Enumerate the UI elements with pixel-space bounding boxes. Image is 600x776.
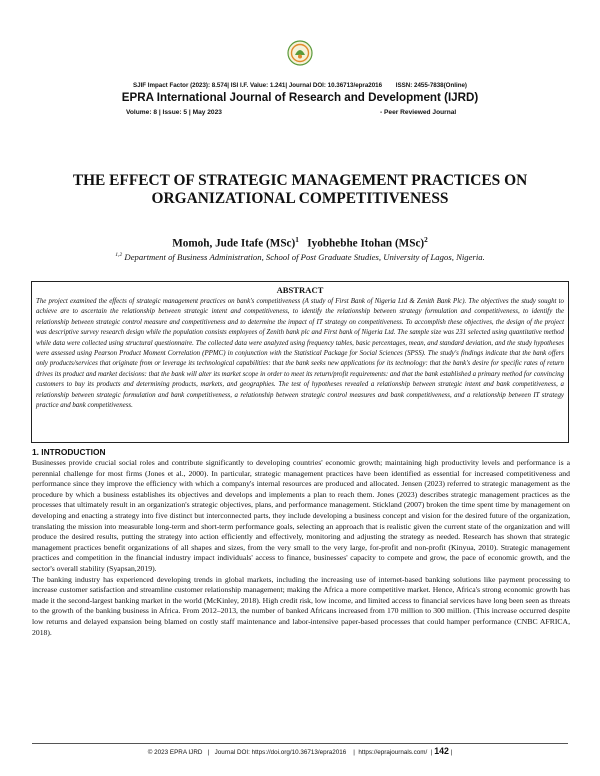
affiliation [0, 252, 600, 262]
abstract-text: The project examined the effects of strategic management practices on bank's competitiveness (A study of First Bank of Nigeria Ltd & Zenith Bank Plc). The objectives the study sought to achieve are to ascertain the relationship between strategic intent and competitiveness, to identify the relationship between strategy formulation and competitiveness, to identify the relationship between strategic control measure and competitiveness and to determine the impact of IT strategy on competitiveness. To accomplish these objectives, the design of the project was descriptive survey research design while the population consists employees of Zenith bank plc and First bank of Nigeria Ltd. The sample size was 231 selected using quantitative method while data were collected using structural questionnaire. The collected data were analyzed using frequency tables, basic percentages, mean, and standard deviation, and the study hypotheses were assessed using Pearson Product Moment Correlation (PPMC) in conjunction with the Statistical Package for Social Sciences (SPSS). The study's findings indicate that the bank offers only products/services that originate from or leverage its technological capabilities: that the bank seeks new applications for its technology: that the bank's desire for specific rates of return drives its product and market decisions: that the bank will alter its market scope in order to meet its return/profit requirements: and that the bank established a primary method for convincing customers to buy its products and determining products, markets, and geographies. The test of hypotheses revealed a relationship between strategic intent and bank competitiveness, a relationship between strategic formulation and bank competitiveness, a relationship between strategic control measures and bank competitiveness, and a relationship between IT strategy practice and bank competitiveness. [36, 298, 564, 410]
journal-title: EPRA International Journal of Research and Development (IJRD) [121, 91, 479, 104]
author-2: Iyobhebhe Itohan (MSc) [307, 237, 425, 250]
footer-divider [32, 743, 568, 744]
introduction-heading: 1. INTRODUCTION [32, 447, 106, 457]
author-1: Momoh, Jude Itafe (MSc) [172, 237, 296, 250]
introduction-body [32, 458, 570, 638]
authors [0, 236, 600, 250]
footer-copyright: © 2023 EPRA IJRD [147, 749, 203, 756]
footer-doi-label: Journal DOI: [214, 749, 250, 756]
journal-meta-line: SJIF Impact Factor (2023): 8.574| ISI I.F. Value: 1.241| Journal DOI: 10.36713/epra2016 ISSN: 2455-7838(Online) [133, 82, 467, 89]
volume-line: Volume: 8 | Issue: 5 | May 2023 [126, 109, 222, 116]
peer-reviewed-label: - Peer Reviewed Journal [380, 109, 457, 116]
page-number: 142 [434, 746, 449, 756]
introduction-paragraph-1: Businesses provide crucial social roles and contribute significantly to developing countries' economic growth; maintaining high productivity levels and performance is a perennial challenge for most firms (Jones et al., 2000). In particular, strategic management practices have been identified as essential for increased competitiveness and performance since they improve the efficiency with which a company's internal resources are produced and allocated. Jensen (2023) referred to strategic management as the procedure by which a business establishes its objectives and develops and implements a plan to reach them. Jones (2023) describes strategic management practices as the processes that ultimately result in an organization's strategic objectives, plans, and performance management. Stickland (2007) broken the time spent time by management on developing and enacting a strategy into five distinct but interconnected parts, they include developing a business concept and vision for the desired future of the organization, translating the mission into measurable long-term and short-term performance goals, selecting an approach that is realistic given the current state of the organization and will produce the desired results, putting the strategy into action efficiently and effectively, monitoring and adjusting the strategy as needed. Research has shown that strategic management practices benefit organizations of all shapes and sizes, from the very small to the very large, for-profit and non-profit (Kinyua, 2010). Strategic management practices and competition in the financial industry impact individuals' access to finance, businesses' capacity to compete and grow, the pace of economic growth, and the sector's overall stability (Syapsan,2019). [32, 458, 570, 573]
affiliation-sup: 1,2 [115, 252, 123, 259]
footer-site-link[interactable]: https://eprajournals.com/ [358, 749, 428, 756]
author-2-sup: 2 [424, 236, 428, 244]
affiliation-text: Department of Business Administration, School of Post Graduate Studies, University of Lagos, Nigeria. [124, 252, 485, 262]
journal-logo [287, 40, 313, 66]
article-title: THE EFFECT OF STRATEGIC MANAGEMENT PRACTICES ON ORGANIZATIONAL COMPETITIVENESS [72, 172, 528, 207]
page-footer: © 2023 EPRA IJRD | Journal DOI: https://doi.org/10.36713/epra2016 | https://eprajournals.com/ | 142 | [147, 746, 453, 756]
abstract-box [31, 281, 569, 443]
footer-doi-link[interactable]: https://doi.org/10.36713/epra2016 [251, 749, 347, 756]
abstract-heading: ABSTRACT [276, 285, 324, 295]
introduction-paragraph-2: The banking industry has experienced developing trends in global markets, including the increasing use of internet-based banking solutions like payment processing to increase customer satisfaction and streamline customer relationship management; making the Africa a more competitive market. Hence, Africa's strong economic growth has made it the second-largest banking market in the world (McKinley, 2018). High credit risk, low income, and limited access to financial services have long been seen as threats to the growth of the banking business in Africa. From 2012–2013, the number of banked Africans increased from 170 million to 300 million. (This increase occurred despite low returns and delayed expansion being blamed on costly staff maintenance and labor-intensive paper-based processes that could hamper performance (CNBC AFRICA, 2018). [32, 574, 570, 637]
author-1-sup: 1 [295, 236, 299, 244]
